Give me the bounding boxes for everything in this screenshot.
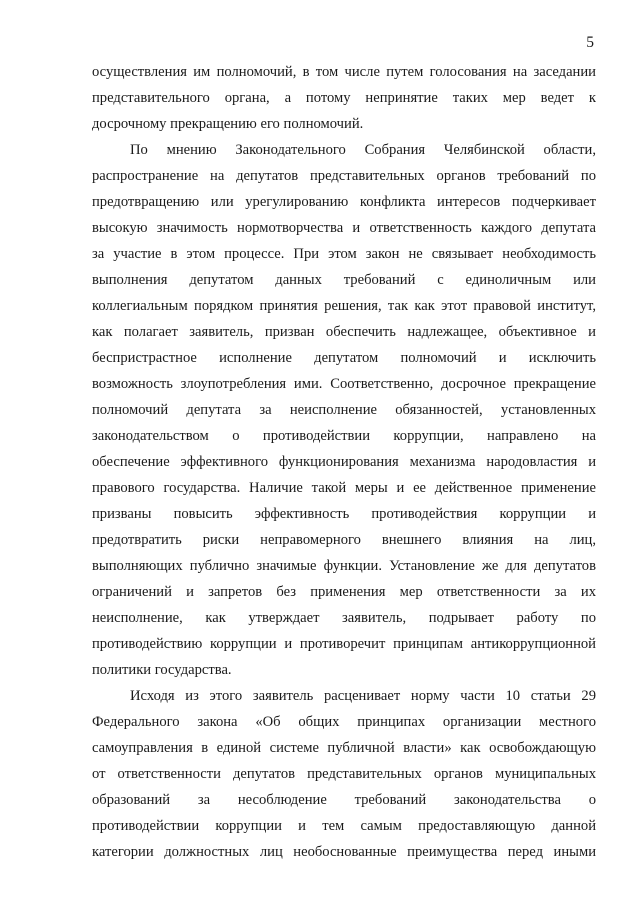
text-line: высокую значимость нормотворчества и ответственность каждого депутата	[92, 220, 596, 236]
paragraph	[92, 683, 596, 865]
document-body	[92, 59, 596, 865]
text-line: Исходя из этого заявитель расценивает норму части 10 статьи 29	[130, 688, 596, 704]
paragraph	[92, 59, 596, 137]
text-line: распространение на депутатов представительных органов требований по	[92, 168, 596, 184]
text-line: как полагает заявитель, призван обеспечить надлежащее, объективное и	[92, 324, 596, 340]
text-line: самоуправления в единой системе публичной власти» как освобождающую	[92, 740, 596, 756]
text-line: По мнению Законодательного Собрания Челябинской области,	[130, 142, 596, 158]
text-line: выполнения депутатом данных требований с единоличным или	[92, 272, 596, 288]
text-line: за участие в этом процессе. При этом закон не связывает необходимость	[92, 246, 596, 262]
text-line: коллегиальным порядком принятия решения, так как этот правовой институт,	[92, 298, 596, 314]
text-line: законодательством о противодействии коррупции, направлено на	[92, 428, 596, 444]
text-line: предотвратить риски неправомерного внешнего влияния на лиц,	[92, 532, 596, 548]
text-line: представительного органа, а потому непринятие таких мер ведет к	[92, 90, 596, 106]
paragraph	[92, 137, 596, 683]
text-line: неисполнение, как утверждает заявитель, подрывает работу по	[92, 610, 596, 626]
text-line: беспристрастное исполнение депутатом полномочий и исключить	[92, 350, 596, 366]
text-line: от ответственности депутатов представительных органов муниципальных	[92, 766, 596, 782]
text-line: призваны повысить эффективность противодействия коррупции и	[92, 506, 596, 522]
text-line: возможность злоупотребления ими. Соответственно, досрочное прекращение	[92, 376, 596, 392]
text-line: выполняющих публично значимые функции. Установление же для депутатов	[92, 558, 596, 574]
text-line: категории должностных лиц необоснованные преимущества перед иными	[92, 844, 596, 860]
text-line: осуществления им полномочий, в том числе путем голосования на заседании	[92, 64, 596, 80]
text-line: полномочий депутата за неисполнение обязанностей, установленных	[92, 402, 596, 418]
text-line: политики государства.	[92, 662, 232, 678]
text-line: предотвращению или урегулированию конфликта интересов подчеркивает	[92, 194, 596, 210]
text-line: Федерального закона «Об общих принципах организации местного	[92, 714, 596, 730]
text-line: досрочному прекращению его полномочий.	[92, 116, 364, 132]
text-line: образований за несоблюдение требований законодательства о	[92, 792, 596, 808]
text-line: ограничений и запретов без применения мер ответственности за их	[92, 584, 596, 600]
text-line: противодействии коррупции и тем самым предоставляющую данной	[92, 818, 596, 834]
page-number: 5	[586, 34, 594, 51]
text-line: обеспечение эффективного функционирования механизма народовластия и	[92, 454, 596, 470]
text-line: противодействию коррупции и противоречит принципам антикоррупционной	[92, 636, 596, 652]
text-line: правового государства. Наличие такой меры и ее действенное применение	[92, 480, 596, 496]
